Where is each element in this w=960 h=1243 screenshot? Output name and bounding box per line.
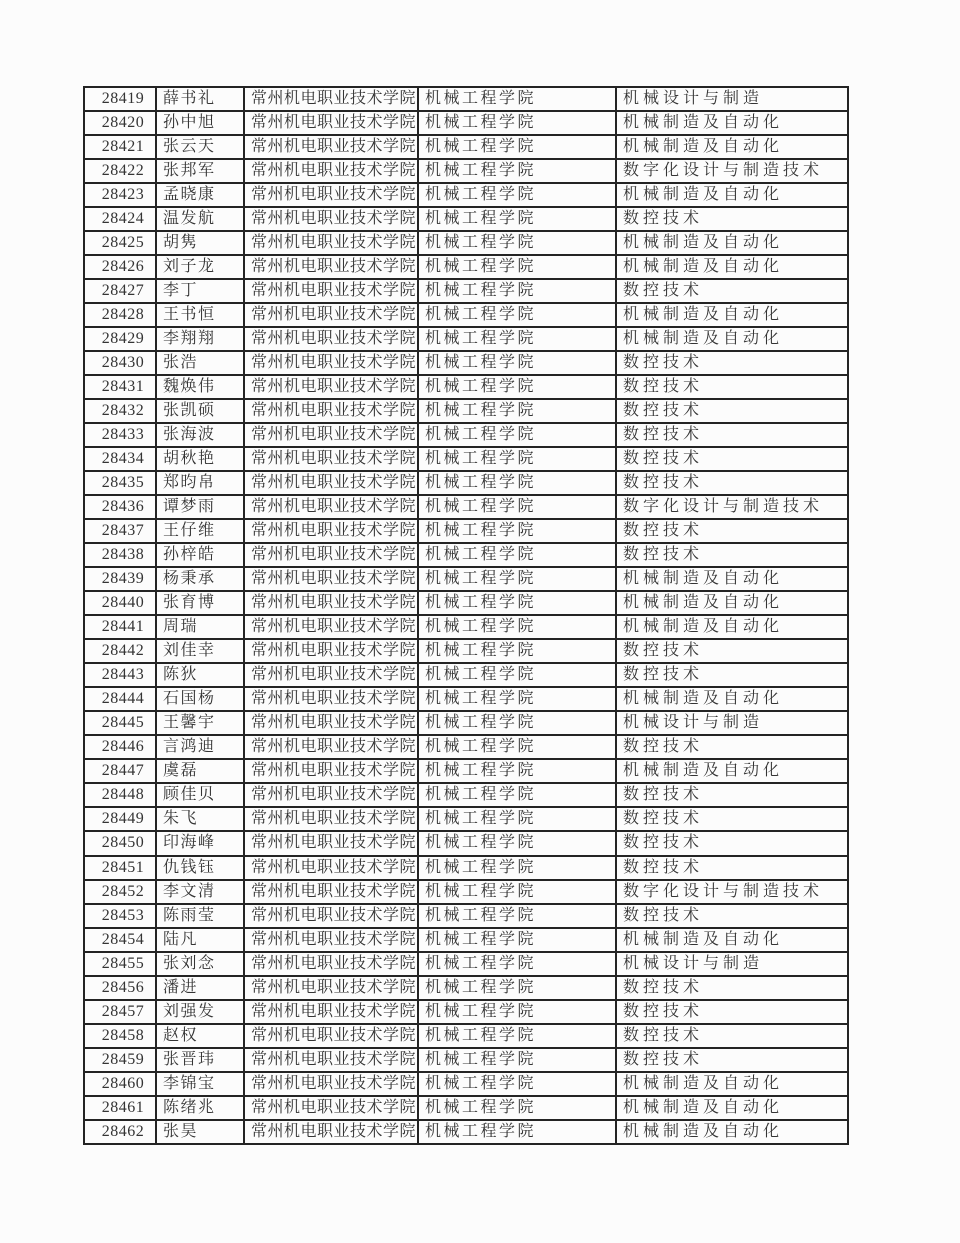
major-cell: 数字化设计与制造技术 (616, 495, 848, 519)
student-name-cell: 张育博 (156, 591, 244, 615)
student-name-cell: 王书恒 (156, 303, 244, 327)
major-cell: 机械制造及自动化 (616, 1096, 848, 1120)
major-cell: 数控技术 (616, 1000, 848, 1024)
student-row (84, 783, 848, 807)
student-id-cell: 28442 (84, 639, 156, 663)
institution-cell: 常州机电职业技术学院 (244, 399, 418, 423)
student-id-cell: 28438 (84, 543, 156, 567)
institution-cell: 常州机电职业技术学院 (244, 856, 418, 880)
institution-cell: 常州机电职业技术学院 (244, 447, 418, 471)
institution-cell: 常州机电职业技术学院 (244, 255, 418, 279)
institution-cell: 常州机电职业技术学院 (244, 711, 418, 735)
student-row (84, 351, 848, 375)
college-cell: 机械工程学院 (418, 831, 616, 855)
student-row (84, 928, 848, 952)
college-cell: 机械工程学院 (418, 1096, 616, 1120)
student-row (84, 375, 848, 399)
student-row (84, 255, 848, 279)
major-cell: 数控技术 (616, 976, 848, 1000)
student-row (84, 327, 848, 351)
institution-cell: 常州机电职业技术学院 (244, 735, 418, 759)
major-cell: 数控技术 (616, 904, 848, 928)
college-cell: 机械工程学院 (418, 856, 616, 880)
major-cell: 数控技术 (616, 279, 848, 303)
college-cell: 机械工程学院 (418, 759, 616, 783)
institution-cell: 常州机电职业技术学院 (244, 976, 418, 1000)
student-id-cell: 28455 (84, 952, 156, 976)
student-row (84, 952, 848, 976)
major-cell: 机械制造及自动化 (616, 759, 848, 783)
student-name-cell: 孙中旭 (156, 111, 244, 135)
student-id-cell: 28440 (84, 591, 156, 615)
institution-cell: 常州机电职业技术学院 (244, 87, 418, 111)
student-id-cell: 28443 (84, 663, 156, 687)
student-id-cell: 28457 (84, 1000, 156, 1024)
institution-cell: 常州机电职业技术学院 (244, 327, 418, 351)
college-cell: 机械工程学院 (418, 567, 616, 591)
student-id-cell: 28460 (84, 1072, 156, 1096)
institution-cell: 常州机电职业技术学院 (244, 759, 418, 783)
student-id-cell: 28452 (84, 880, 156, 904)
college-cell: 机械工程学院 (418, 471, 616, 495)
major-cell: 机械制造及自动化 (616, 327, 848, 351)
student-name-cell: 孟晓康 (156, 183, 244, 207)
college-cell: 机械工程学院 (418, 687, 616, 711)
institution-cell: 常州机电职业技术学院 (244, 831, 418, 855)
student-row (84, 856, 848, 880)
student-id-cell: 28439 (84, 567, 156, 591)
student-row (84, 807, 848, 831)
institution-cell: 常州机电职业技术学院 (244, 543, 418, 567)
institution-cell: 常州机电职业技术学院 (244, 351, 418, 375)
institution-cell: 常州机电职业技术学院 (244, 1024, 418, 1048)
student-row (84, 976, 848, 1000)
institution-cell: 常州机电职业技术学院 (244, 471, 418, 495)
student-name-cell: 虞磊 (156, 759, 244, 783)
college-cell: 机械工程学院 (418, 711, 616, 735)
student-name-cell: 胡隽 (156, 231, 244, 255)
student-name-cell: 张刘念 (156, 952, 244, 976)
college-cell: 机械工程学院 (418, 135, 616, 159)
student-row (84, 1048, 848, 1072)
major-cell: 数控技术 (616, 807, 848, 831)
student-id-cell: 28420 (84, 111, 156, 135)
student-name-cell: 印海峰 (156, 831, 244, 855)
student-id-cell: 28423 (84, 183, 156, 207)
student-id-cell: 28419 (84, 87, 156, 111)
major-cell: 机械制造及自动化 (616, 1120, 848, 1144)
student-row (84, 1096, 848, 1120)
institution-cell: 常州机电职业技术学院 (244, 904, 418, 928)
student-row (84, 663, 848, 687)
institution-cell: 常州机电职业技术学院 (244, 591, 418, 615)
college-cell: 机械工程学院 (418, 1072, 616, 1096)
major-cell: 数控技术 (616, 639, 848, 663)
student-id-cell: 28425 (84, 231, 156, 255)
major-cell: 机械制造及自动化 (616, 135, 848, 159)
college-cell: 机械工程学院 (418, 615, 616, 639)
student-name-cell: 魏焕伟 (156, 375, 244, 399)
student-name-cell: 刘子龙 (156, 255, 244, 279)
institution-cell: 常州机电职业技术学院 (244, 207, 418, 231)
student-id-cell: 28430 (84, 351, 156, 375)
student-id-cell: 28453 (84, 904, 156, 928)
major-cell: 数控技术 (616, 735, 848, 759)
major-cell: 数字化设计与制造技术 (616, 880, 848, 904)
institution-cell: 常州机电职业技术学院 (244, 159, 418, 183)
college-cell: 机械工程学院 (418, 928, 616, 952)
institution-cell: 常州机电职业技术学院 (244, 1120, 418, 1144)
institution-cell: 常州机电职业技术学院 (244, 1000, 418, 1024)
student-id-cell: 28461 (84, 1096, 156, 1120)
college-cell: 机械工程学院 (418, 207, 616, 231)
student-name-cell: 赵权 (156, 1024, 244, 1048)
major-cell: 机械制造及自动化 (616, 591, 848, 615)
student-row (84, 519, 848, 543)
student-row (84, 543, 848, 567)
institution-cell: 常州机电职业技术学院 (244, 1096, 418, 1120)
student-id-cell: 28437 (84, 519, 156, 543)
college-cell: 机械工程学院 (418, 880, 616, 904)
college-cell: 机械工程学院 (418, 735, 616, 759)
college-cell: 机械工程学院 (418, 231, 616, 255)
student-name-cell: 陈绪兆 (156, 1096, 244, 1120)
student-row (84, 711, 848, 735)
college-cell: 机械工程学院 (418, 183, 616, 207)
college-cell: 机械工程学院 (418, 495, 616, 519)
institution-cell: 常州机电职业技术学院 (244, 639, 418, 663)
college-cell: 机械工程学院 (418, 543, 616, 567)
college-cell: 机械工程学院 (418, 279, 616, 303)
major-cell: 机械设计与制造 (616, 87, 848, 111)
institution-cell: 常州机电职业技术学院 (244, 1072, 418, 1096)
student-id-cell: 28436 (84, 495, 156, 519)
major-cell: 数控技术 (616, 831, 848, 855)
student-row (84, 183, 848, 207)
student-name-cell: 石国杨 (156, 687, 244, 711)
student-row (84, 1024, 848, 1048)
student-name-cell: 刘佳幸 (156, 639, 244, 663)
student-row (84, 207, 848, 231)
institution-cell: 常州机电职业技术学院 (244, 519, 418, 543)
student-name-cell: 谭梦雨 (156, 495, 244, 519)
college-cell: 机械工程学院 (418, 663, 616, 687)
student-id-cell: 28429 (84, 327, 156, 351)
major-cell: 机械设计与制造 (616, 711, 848, 735)
college-cell: 机械工程学院 (418, 351, 616, 375)
student-row (84, 591, 848, 615)
institution-cell: 常州机电职业技术学院 (244, 880, 418, 904)
student-name-cell: 杨秉承 (156, 567, 244, 591)
college-cell: 机械工程学院 (418, 1048, 616, 1072)
student-id-cell: 28448 (84, 783, 156, 807)
major-cell: 数控技术 (616, 375, 848, 399)
student-name-cell: 温发航 (156, 207, 244, 231)
college-cell: 机械工程学院 (418, 639, 616, 663)
major-cell: 数字化设计与制造技术 (616, 159, 848, 183)
major-cell: 机械制造及自动化 (616, 567, 848, 591)
student-id-cell: 28421 (84, 135, 156, 159)
college-cell: 机械工程学院 (418, 1024, 616, 1048)
student-name-cell: 朱飞 (156, 807, 244, 831)
institution-cell: 常州机电职业技术学院 (244, 303, 418, 327)
major-cell: 数控技术 (616, 471, 848, 495)
major-cell: 数控技术 (616, 1024, 848, 1048)
major-cell: 机械设计与制造 (616, 952, 848, 976)
student-name-cell: 李锦宝 (156, 1072, 244, 1096)
college-cell: 机械工程学院 (418, 1120, 616, 1144)
student-id-cell: 28424 (84, 207, 156, 231)
student-name-cell: 李文清 (156, 880, 244, 904)
institution-cell: 常州机电职业技术学院 (244, 928, 418, 952)
student-id-cell: 28431 (84, 375, 156, 399)
student-id-cell: 28422 (84, 159, 156, 183)
student-id-cell: 28451 (84, 856, 156, 880)
institution-cell: 常州机电职业技术学院 (244, 111, 418, 135)
student-id-cell: 28445 (84, 711, 156, 735)
college-cell: 机械工程学院 (418, 807, 616, 831)
institution-cell: 常州机电职业技术学院 (244, 783, 418, 807)
student-name-cell: 孙梓皓 (156, 543, 244, 567)
major-cell: 机械制造及自动化 (616, 303, 848, 327)
student-id-cell: 28444 (84, 687, 156, 711)
student-row (84, 831, 848, 855)
college-cell: 机械工程学院 (418, 159, 616, 183)
student-id-cell: 28427 (84, 279, 156, 303)
major-cell: 机械制造及自动化 (616, 687, 848, 711)
student-id-cell: 28458 (84, 1024, 156, 1048)
major-cell: 数控技术 (616, 519, 848, 543)
student-row (84, 471, 848, 495)
institution-cell: 常州机电职业技术学院 (244, 687, 418, 711)
student-id-cell: 28454 (84, 928, 156, 952)
major-cell: 机械制造及自动化 (616, 928, 848, 952)
student-name-cell: 张凯硕 (156, 399, 244, 423)
student-id-cell: 28462 (84, 1120, 156, 1144)
student-id-cell: 28433 (84, 423, 156, 447)
institution-cell: 常州机电职业技术学院 (244, 495, 418, 519)
student-row (84, 880, 848, 904)
student-name-cell: 王馨宇 (156, 711, 244, 735)
major-cell: 数控技术 (616, 207, 848, 231)
student-id-cell: 28428 (84, 303, 156, 327)
major-cell: 数控技术 (616, 783, 848, 807)
major-cell: 数控技术 (616, 351, 848, 375)
student-id-cell: 28449 (84, 807, 156, 831)
student-row (84, 759, 848, 783)
student-name-cell: 张海波 (156, 423, 244, 447)
student-row (84, 1120, 848, 1144)
college-cell: 机械工程学院 (418, 447, 616, 471)
student-name-cell: 张邦军 (156, 159, 244, 183)
major-cell: 数控技术 (616, 423, 848, 447)
student-name-cell: 言鸿迪 (156, 735, 244, 759)
college-cell: 机械工程学院 (418, 399, 616, 423)
student-row (84, 495, 848, 519)
student-id-cell: 28432 (84, 399, 156, 423)
college-cell: 机械工程学院 (418, 952, 616, 976)
student-name-cell: 张晋玮 (156, 1048, 244, 1072)
student-roster-table (83, 86, 849, 1145)
student-name-cell: 陈雨莹 (156, 904, 244, 928)
student-name-cell: 王仔维 (156, 519, 244, 543)
student-row (84, 111, 848, 135)
student-row (84, 231, 848, 255)
student-row (84, 135, 848, 159)
student-row (84, 735, 848, 759)
student-id-cell: 28435 (84, 471, 156, 495)
student-row (84, 159, 848, 183)
student-name-cell: 薛书礼 (156, 87, 244, 111)
student-row (84, 447, 848, 471)
institution-cell: 常州机电职业技术学院 (244, 375, 418, 399)
major-cell: 机械制造及自动化 (616, 615, 848, 639)
student-name-cell: 郑昀帛 (156, 471, 244, 495)
major-cell: 机械制造及自动化 (616, 111, 848, 135)
student-name-cell: 胡秋艳 (156, 447, 244, 471)
student-name-cell: 张云天 (156, 135, 244, 159)
college-cell: 机械工程学院 (418, 303, 616, 327)
institution-cell: 常州机电职业技术学院 (244, 135, 418, 159)
major-cell: 数控技术 (616, 399, 848, 423)
institution-cell: 常州机电职业技术学院 (244, 952, 418, 976)
college-cell: 机械工程学院 (418, 1000, 616, 1024)
institution-cell: 常州机电职业技术学院 (244, 183, 418, 207)
student-id-cell: 28426 (84, 255, 156, 279)
student-row (84, 399, 848, 423)
student-name-cell: 陆凡 (156, 928, 244, 952)
student-row (84, 1072, 848, 1096)
student-row (84, 639, 848, 663)
student-row (84, 615, 848, 639)
student-row (84, 303, 848, 327)
student-row (84, 567, 848, 591)
major-cell: 机械制造及自动化 (616, 231, 848, 255)
college-cell: 机械工程学院 (418, 111, 616, 135)
major-cell: 数控技术 (616, 856, 848, 880)
student-id-cell: 28434 (84, 447, 156, 471)
student-id-cell: 28447 (84, 759, 156, 783)
college-cell: 机械工程学院 (418, 904, 616, 928)
student-name-cell: 李丁 (156, 279, 244, 303)
college-cell: 机械工程学院 (418, 519, 616, 543)
major-cell: 数控技术 (616, 1048, 848, 1072)
institution-cell: 常州机电职业技术学院 (244, 567, 418, 591)
student-name-cell: 顾佳贝 (156, 783, 244, 807)
institution-cell: 常州机电职业技术学院 (244, 663, 418, 687)
student-row (84, 904, 848, 928)
college-cell: 机械工程学院 (418, 783, 616, 807)
college-cell: 机械工程学院 (418, 375, 616, 399)
student-name-cell: 张昊 (156, 1120, 244, 1144)
student-name-cell: 仇钱钰 (156, 856, 244, 880)
major-cell: 数控技术 (616, 543, 848, 567)
institution-cell: 常州机电职业技术学院 (244, 807, 418, 831)
institution-cell: 常州机电职业技术学院 (244, 279, 418, 303)
student-name-cell: 潘进 (156, 976, 244, 1000)
student-row (84, 1000, 848, 1024)
major-cell: 机械制造及自动化 (616, 255, 848, 279)
institution-cell: 常州机电职业技术学院 (244, 615, 418, 639)
student-id-cell: 28459 (84, 1048, 156, 1072)
student-name-cell: 张浩 (156, 351, 244, 375)
student-row (84, 87, 848, 111)
college-cell: 机械工程学院 (418, 87, 616, 111)
student-name-cell: 陈狄 (156, 663, 244, 687)
college-cell: 机械工程学院 (418, 423, 616, 447)
institution-cell: 常州机电职业技术学院 (244, 231, 418, 255)
institution-cell: 常州机电职业技术学院 (244, 423, 418, 447)
college-cell: 机械工程学院 (418, 591, 616, 615)
major-cell: 数控技术 (616, 663, 848, 687)
student-id-cell: 28450 (84, 831, 156, 855)
college-cell: 机械工程学院 (418, 255, 616, 279)
institution-cell: 常州机电职业技术学院 (244, 1048, 418, 1072)
student-row (84, 279, 848, 303)
student-row (84, 687, 848, 711)
student-name-cell: 李翔翔 (156, 327, 244, 351)
student-name-cell: 刘强发 (156, 1000, 244, 1024)
student-id-cell: 28456 (84, 976, 156, 1000)
student-id-cell: 28446 (84, 735, 156, 759)
college-cell: 机械工程学院 (418, 327, 616, 351)
student-name-cell: 周瑞 (156, 615, 244, 639)
major-cell: 机械制造及自动化 (616, 183, 848, 207)
student-row (84, 423, 848, 447)
major-cell: 机械制造及自动化 (616, 1072, 848, 1096)
major-cell: 数控技术 (616, 447, 848, 471)
college-cell: 机械工程学院 (418, 976, 616, 1000)
student-id-cell: 28441 (84, 615, 156, 639)
